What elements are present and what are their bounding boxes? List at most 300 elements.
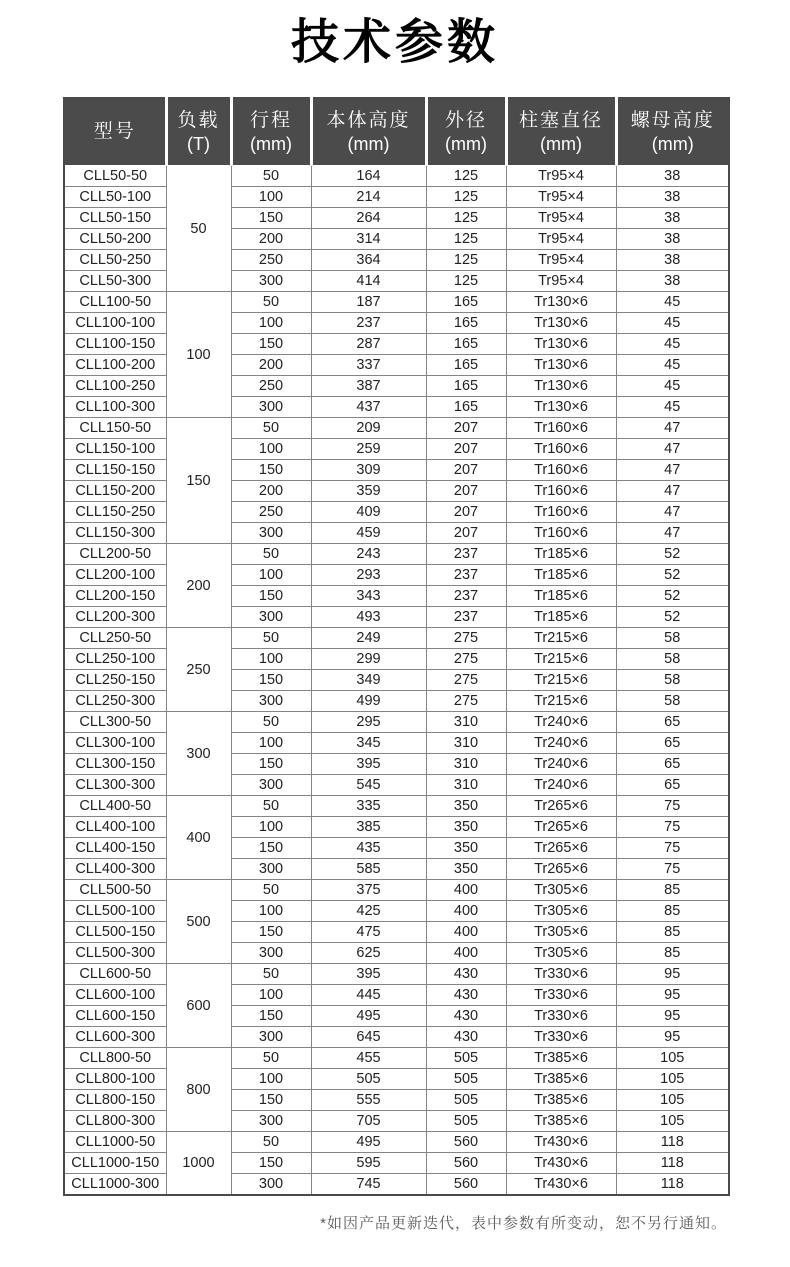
cell-outer-dia: 560 [426, 1174, 506, 1196]
cell-model: CLL200-150 [64, 586, 166, 607]
cell-plunger-dia: Tr160×6 [506, 418, 616, 439]
cell-body-height: 295 [311, 712, 426, 733]
cell-nut-height: 47 [616, 418, 729, 439]
cell-stroke: 300 [231, 1027, 311, 1048]
column-header-stroke [231, 98, 311, 166]
cell-outer-dia: 310 [426, 754, 506, 775]
cell-nut-height: 95 [616, 964, 729, 985]
cell-load: 600 [166, 964, 231, 1048]
cell-stroke: 300 [231, 607, 311, 628]
cell-model: CLL150-100 [64, 439, 166, 460]
cell-plunger-dia: Tr185×6 [506, 586, 616, 607]
table-row [64, 1111, 729, 1132]
cell-stroke: 300 [231, 691, 311, 712]
cell-model: CLL300-300 [64, 775, 166, 796]
cell-nut-height: 105 [616, 1048, 729, 1069]
cell-outer-dia: 125 [426, 208, 506, 229]
cell-stroke: 100 [231, 565, 311, 586]
cell-nut-height: 85 [616, 922, 729, 943]
cell-body-height: 243 [311, 544, 426, 565]
table-row [64, 418, 729, 439]
cell-nut-height: 85 [616, 901, 729, 922]
cell-body-height: 625 [311, 943, 426, 964]
cell-model: CLL800-300 [64, 1111, 166, 1132]
cell-body-height: 314 [311, 229, 426, 250]
cell-load: 800 [166, 1048, 231, 1132]
cell-nut-height: 38 [616, 166, 729, 187]
cell-body-height: 387 [311, 376, 426, 397]
table-row [64, 712, 729, 733]
cell-plunger-dia: Tr305×6 [506, 901, 616, 922]
cell-outer-dia: 237 [426, 586, 506, 607]
cell-body-height: 459 [311, 523, 426, 544]
table-row [64, 691, 729, 712]
column-header-outer-dia [426, 98, 506, 166]
cell-stroke: 100 [231, 649, 311, 670]
cell-body-height: 345 [311, 733, 426, 754]
cell-body-height: 309 [311, 460, 426, 481]
table-body [64, 166, 729, 1196]
cell-plunger-dia: Tr330×6 [506, 1006, 616, 1027]
cell-plunger-dia: Tr130×6 [506, 376, 616, 397]
cell-model: CLL50-150 [64, 208, 166, 229]
cell-stroke: 150 [231, 838, 311, 859]
table-row [64, 355, 729, 376]
cell-load: 300 [166, 712, 231, 796]
cell-body-height: 495 [311, 1006, 426, 1027]
cell-plunger-dia: Tr240×6 [506, 754, 616, 775]
cell-model: CLL50-300 [64, 271, 166, 292]
header-row [64, 98, 729, 166]
cell-plunger-dia: Tr215×6 [506, 628, 616, 649]
cell-model: CLL100-100 [64, 313, 166, 334]
cell-nut-height: 38 [616, 271, 729, 292]
cell-stroke: 100 [231, 187, 311, 208]
cell-plunger-dia: Tr265×6 [506, 817, 616, 838]
cell-outer-dia: 207 [426, 481, 506, 502]
cell-plunger-dia: Tr305×6 [506, 880, 616, 901]
cell-plunger-dia: Tr130×6 [506, 292, 616, 313]
column-header-label: 本体高度 [326, 110, 411, 131]
cell-outer-dia: 560 [426, 1132, 506, 1153]
column-header-unit: (T) [187, 134, 210, 154]
cell-outer-dia: 310 [426, 733, 506, 754]
cell-stroke: 200 [231, 355, 311, 376]
cell-model: CLL600-100 [64, 985, 166, 1006]
table-header [64, 98, 729, 166]
column-header-unit: (mm) [445, 134, 487, 154]
cell-model: CLL800-50 [64, 1048, 166, 1069]
table-row [64, 1006, 729, 1027]
cell-model: CLL200-300 [64, 607, 166, 628]
cell-model: CLL400-150 [64, 838, 166, 859]
table-row [64, 250, 729, 271]
cell-nut-height: 47 [616, 502, 729, 523]
cell-plunger-dia: Tr185×6 [506, 607, 616, 628]
cell-plunger-dia: Tr130×6 [506, 397, 616, 418]
cell-body-height: 425 [311, 901, 426, 922]
table-row [64, 1132, 729, 1153]
cell-stroke: 300 [231, 775, 311, 796]
cell-stroke: 50 [231, 1132, 311, 1153]
cell-nut-height: 85 [616, 880, 729, 901]
cell-nut-height: 95 [616, 985, 729, 1006]
cell-outer-dia: 505 [426, 1048, 506, 1069]
column-header-label: 柱塞直径 [518, 110, 603, 131]
cell-plunger-dia: Tr430×6 [506, 1174, 616, 1196]
cell-stroke: 300 [231, 397, 311, 418]
cell-stroke: 250 [231, 502, 311, 523]
cell-nut-height: 75 [616, 796, 729, 817]
cell-model: CLL300-100 [64, 733, 166, 754]
column-header-body-height [311, 98, 426, 166]
table-row [64, 964, 729, 985]
cell-load: 200 [166, 544, 231, 628]
cell-body-height: 259 [311, 439, 426, 460]
cell-outer-dia: 430 [426, 964, 506, 985]
cell-plunger-dia: Tr95×4 [506, 250, 616, 271]
cell-body-height: 164 [311, 166, 426, 187]
cell-model: CLL400-100 [64, 817, 166, 838]
cell-plunger-dia: Tr160×6 [506, 523, 616, 544]
table-row [64, 817, 729, 838]
cell-load: 50 [166, 166, 231, 292]
cell-outer-dia: 207 [426, 460, 506, 481]
table-row [64, 1153, 729, 1174]
cell-nut-height: 65 [616, 733, 729, 754]
cell-plunger-dia: Tr385×6 [506, 1069, 616, 1090]
cell-nut-height: 58 [616, 628, 729, 649]
cell-plunger-dia: Tr385×6 [506, 1111, 616, 1132]
cell-nut-height: 58 [616, 691, 729, 712]
cell-outer-dia: 237 [426, 607, 506, 628]
cell-body-height: 237 [311, 313, 426, 334]
cell-nut-height: 75 [616, 838, 729, 859]
cell-outer-dia: 207 [426, 523, 506, 544]
cell-plunger-dia: Tr185×6 [506, 544, 616, 565]
cell-stroke: 50 [231, 796, 311, 817]
cell-model: CLL150-150 [64, 460, 166, 481]
cell-body-height: 475 [311, 922, 426, 943]
cell-model: CLL100-250 [64, 376, 166, 397]
cell-outer-dia: 505 [426, 1111, 506, 1132]
cell-stroke: 150 [231, 1006, 311, 1027]
cell-nut-height: 38 [616, 208, 729, 229]
cell-nut-height: 52 [616, 565, 729, 586]
column-header-nut-height [616, 98, 729, 166]
cell-outer-dia: 125 [426, 250, 506, 271]
cell-plunger-dia: Tr130×6 [506, 355, 616, 376]
column-header-label: 型号 [93, 121, 136, 142]
cell-nut-height: 105 [616, 1069, 729, 1090]
cell-body-height: 505 [311, 1069, 426, 1090]
cell-plunger-dia: Tr330×6 [506, 1027, 616, 1048]
cell-body-height: 209 [311, 418, 426, 439]
cell-plunger-dia: Tr130×6 [506, 334, 616, 355]
cell-outer-dia: 275 [426, 670, 506, 691]
table-row [64, 523, 729, 544]
cell-model: CLL100-200 [64, 355, 166, 376]
cell-model: CLL150-250 [64, 502, 166, 523]
cell-stroke: 150 [231, 754, 311, 775]
cell-model: CLL1000-300 [64, 1174, 166, 1196]
cell-plunger-dia: Tr265×6 [506, 796, 616, 817]
cell-model: CLL50-250 [64, 250, 166, 271]
table-row [64, 922, 729, 943]
cell-nut-height: 65 [616, 775, 729, 796]
table-row [64, 271, 729, 292]
table-row [64, 901, 729, 922]
cell-outer-dia: 310 [426, 712, 506, 733]
cell-nut-height: 118 [616, 1174, 729, 1196]
cell-body-height: 349 [311, 670, 426, 691]
cell-outer-dia: 275 [426, 628, 506, 649]
cell-outer-dia: 310 [426, 775, 506, 796]
cell-outer-dia: 505 [426, 1090, 506, 1111]
cell-model: CLL250-100 [64, 649, 166, 670]
column-header-label: 外径 [444, 110, 487, 131]
table-row [64, 544, 729, 565]
cell-body-height: 555 [311, 1090, 426, 1111]
cell-body-height: 705 [311, 1111, 426, 1132]
cell-plunger-dia: Tr330×6 [506, 964, 616, 985]
cell-model: CLL50-200 [64, 229, 166, 250]
cell-nut-height: 85 [616, 943, 729, 964]
cell-nut-height: 47 [616, 439, 729, 460]
table-row [64, 313, 729, 334]
table-row [64, 1174, 729, 1196]
column-header-unit: (mm) [540, 134, 582, 154]
cell-outer-dia: 275 [426, 649, 506, 670]
cell-outer-dia: 505 [426, 1069, 506, 1090]
column-header-unit: (mm) [651, 134, 694, 154]
cell-outer-dia: 165 [426, 397, 506, 418]
cell-stroke: 300 [231, 943, 311, 964]
table-row [64, 1069, 729, 1090]
cell-plunger-dia: Tr330×6 [506, 985, 616, 1006]
cell-plunger-dia: Tr160×6 [506, 502, 616, 523]
cell-nut-height: 105 [616, 1090, 729, 1111]
column-header-load [166, 98, 231, 166]
cell-stroke: 150 [231, 1090, 311, 1111]
column-header-unit: (mm) [250, 134, 292, 154]
cell-outer-dia: 560 [426, 1153, 506, 1174]
cell-stroke: 50 [231, 1048, 311, 1069]
column-header-model [64, 98, 166, 166]
cell-nut-height: 75 [616, 817, 729, 838]
cell-outer-dia: 350 [426, 796, 506, 817]
cell-plunger-dia: Tr215×6 [506, 691, 616, 712]
table-row [64, 481, 729, 502]
cell-body-height: 364 [311, 250, 426, 271]
cell-model: CLL1000-50 [64, 1132, 166, 1153]
cell-stroke: 150 [231, 334, 311, 355]
cell-nut-height: 45 [616, 334, 729, 355]
cell-outer-dia: 165 [426, 355, 506, 376]
cell-body-height: 249 [311, 628, 426, 649]
table-row [64, 628, 729, 649]
column-header-plunger-dia [506, 98, 616, 166]
cell-nut-height: 95 [616, 1027, 729, 1048]
cell-plunger-dia: Tr265×6 [506, 838, 616, 859]
cell-plunger-dia: Tr160×6 [506, 460, 616, 481]
cell-model: CLL300-50 [64, 712, 166, 733]
cell-load: 500 [166, 880, 231, 964]
table-row [64, 1090, 729, 1111]
table-row [64, 985, 729, 1006]
cell-model: CLL500-150 [64, 922, 166, 943]
table-row [64, 1048, 729, 1069]
cell-outer-dia: 125 [426, 187, 506, 208]
cell-stroke: 250 [231, 376, 311, 397]
cell-nut-height: 118 [616, 1153, 729, 1174]
table-row [64, 1027, 729, 1048]
table-row [64, 187, 729, 208]
cell-body-height: 264 [311, 208, 426, 229]
cell-body-height: 343 [311, 586, 426, 607]
cell-nut-height: 58 [616, 649, 729, 670]
cell-load: 250 [166, 628, 231, 712]
cell-body-height: 645 [311, 1027, 426, 1048]
cell-outer-dia: 350 [426, 817, 506, 838]
cell-model: CLL800-100 [64, 1069, 166, 1090]
cell-plunger-dia: Tr385×6 [506, 1090, 616, 1111]
cell-nut-height: 65 [616, 712, 729, 733]
cell-stroke: 100 [231, 1069, 311, 1090]
cell-body-height: 745 [311, 1174, 426, 1196]
cell-body-height: 359 [311, 481, 426, 502]
cell-load: 100 [166, 292, 231, 418]
cell-model: CLL200-50 [64, 544, 166, 565]
cell-load: 1000 [166, 1132, 231, 1196]
cell-plunger-dia: Tr240×6 [506, 712, 616, 733]
cell-body-height: 287 [311, 334, 426, 355]
cell-nut-height: 118 [616, 1132, 729, 1153]
cell-stroke: 300 [231, 859, 311, 880]
cell-body-height: 595 [311, 1153, 426, 1174]
cell-nut-height: 52 [616, 544, 729, 565]
cell-model: CLL150-300 [64, 523, 166, 544]
cell-body-height: 414 [311, 271, 426, 292]
cell-plunger-dia: Tr430×6 [506, 1132, 616, 1153]
cell-plunger-dia: Tr130×6 [506, 313, 616, 334]
table-row [64, 229, 729, 250]
cell-stroke: 250 [231, 250, 311, 271]
cell-plunger-dia: Tr185×6 [506, 565, 616, 586]
table-row [64, 775, 729, 796]
table-row [64, 838, 729, 859]
cell-stroke: 150 [231, 586, 311, 607]
table-row [64, 733, 729, 754]
table-row [64, 166, 729, 187]
cell-plunger-dia: Tr305×6 [506, 943, 616, 964]
cell-load: 150 [166, 418, 231, 544]
cell-model: CLL500-50 [64, 880, 166, 901]
cell-model: CLL100-150 [64, 334, 166, 355]
cell-model: CLL600-50 [64, 964, 166, 985]
page-title: 技术参数 [290, 16, 499, 69]
cell-nut-height: 45 [616, 313, 729, 334]
cell-plunger-dia: Tr265×6 [506, 859, 616, 880]
cell-stroke: 100 [231, 313, 311, 334]
cell-nut-height: 47 [616, 460, 729, 481]
cell-outer-dia: 165 [426, 376, 506, 397]
cell-outer-dia: 207 [426, 502, 506, 523]
cell-model: CLL250-150 [64, 670, 166, 691]
cell-plunger-dia: Tr95×4 [506, 271, 616, 292]
cell-stroke: 100 [231, 733, 311, 754]
cell-outer-dia: 207 [426, 418, 506, 439]
cell-stroke: 300 [231, 271, 311, 292]
table-row [64, 502, 729, 523]
cell-stroke: 150 [231, 670, 311, 691]
table-row [64, 439, 729, 460]
cell-outer-dia: 275 [426, 691, 506, 712]
cell-body-height: 395 [311, 754, 426, 775]
cell-outer-dia: 165 [426, 292, 506, 313]
table-row [64, 208, 729, 229]
cell-nut-height: 38 [616, 187, 729, 208]
cell-plunger-dia: Tr240×6 [506, 733, 616, 754]
cell-body-height: 375 [311, 880, 426, 901]
table-row [64, 859, 729, 880]
cell-body-height: 499 [311, 691, 426, 712]
cell-body-height: 187 [311, 292, 426, 313]
cell-outer-dia: 165 [426, 313, 506, 334]
cell-plunger-dia: Tr240×6 [506, 775, 616, 796]
cell-stroke: 100 [231, 439, 311, 460]
cell-stroke: 100 [231, 985, 311, 1006]
cell-nut-height: 52 [616, 586, 729, 607]
table-row [64, 649, 729, 670]
cell-outer-dia: 165 [426, 334, 506, 355]
table-row [64, 607, 729, 628]
cell-outer-dia: 125 [426, 166, 506, 187]
column-header-label: 行程 [249, 110, 292, 131]
spec-table [63, 97, 730, 1196]
cell-stroke: 200 [231, 229, 311, 250]
cell-nut-height: 52 [616, 607, 729, 628]
cell-outer-dia: 350 [426, 859, 506, 880]
cell-body-height: 585 [311, 859, 426, 880]
cell-outer-dia: 400 [426, 901, 506, 922]
cell-nut-height: 75 [616, 859, 729, 880]
cell-plunger-dia: Tr95×4 [506, 187, 616, 208]
cell-nut-height: 45 [616, 376, 729, 397]
cell-outer-dia: 400 [426, 880, 506, 901]
cell-body-height: 435 [311, 838, 426, 859]
cell-model: CLL300-150 [64, 754, 166, 775]
column-header-label: 螺母高度 [630, 110, 715, 131]
cell-stroke: 50 [231, 292, 311, 313]
cell-body-height: 493 [311, 607, 426, 628]
table-row [64, 376, 729, 397]
cell-outer-dia: 400 [426, 943, 506, 964]
footnote: *如因产品更新迭代，表中参数有所变动，恕不另行通知。 [320, 1215, 727, 1232]
table-row [64, 292, 729, 313]
table-row [64, 334, 729, 355]
cell-model: CLL50-100 [64, 187, 166, 208]
cell-body-height: 395 [311, 964, 426, 985]
table-row [64, 880, 729, 901]
cell-stroke: 50 [231, 628, 311, 649]
cell-nut-height: 45 [616, 292, 729, 313]
cell-load: 400 [166, 796, 231, 880]
cell-plunger-dia: Tr215×6 [506, 649, 616, 670]
cell-body-height: 495 [311, 1132, 426, 1153]
table-row [64, 796, 729, 817]
cell-stroke: 50 [231, 166, 311, 187]
